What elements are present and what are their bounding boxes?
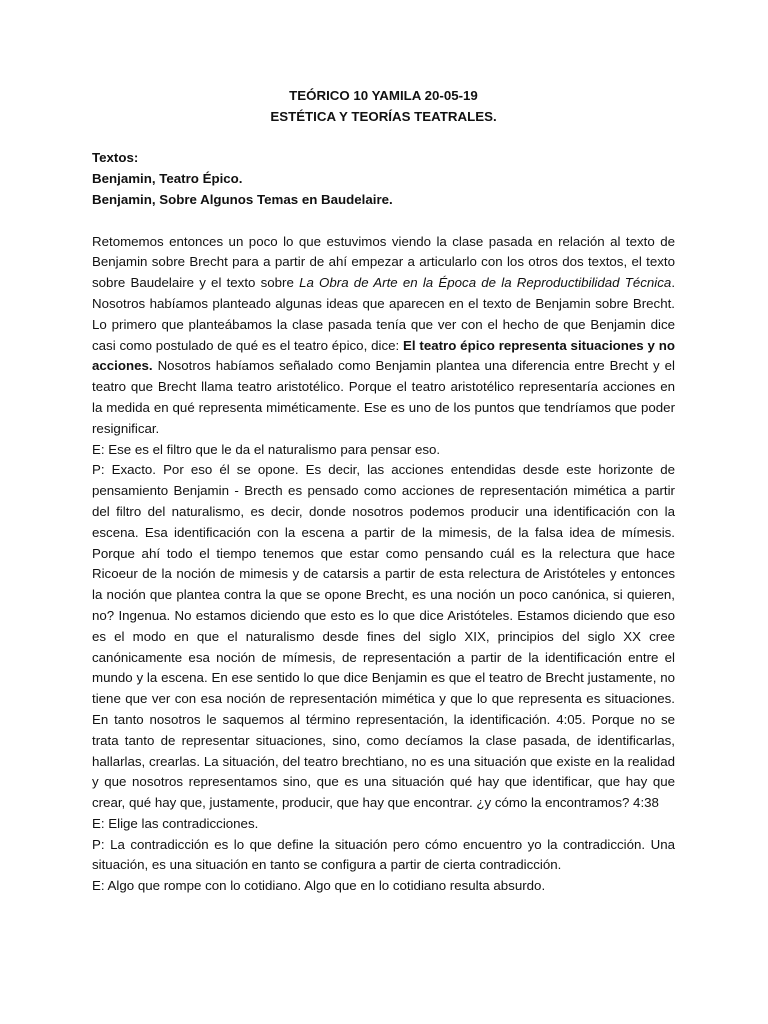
student-comment-2: E: Elige las contradicciones. (92, 815, 259, 831)
texts-section (92, 148, 675, 210)
epic-theatre-quote: El teatro épico representa situaciones y no acciones. (92, 337, 675, 374)
student-comment-1: E: Ese es el filtro que le da el naturalismo para pensar eso. (92, 441, 441, 457)
document-title-line-2: ESTÉTICA Y TEORÍAS TEATRALES. (270, 108, 497, 124)
professor-reply-2: P: La contradicción es lo que define la situación pero cómo encuentro yo la contradicción. Una situación, es una situación en tanto se configura a partir de cierta contradicción. (92, 836, 675, 873)
texts-item-baudelaire: Benjamin, Sobre Algunos Temas en Baudelaire. (92, 191, 393, 207)
professor-reply-1: P: Exacto. Por eso él se opone. Es decir, las acciones entendidas desde este horizonte de pensamiento Benjamin - Brecth es pensado como acciones de representación mimética a partir del filtro del naturalismo, es decir, donde nosotros podemos producir una identificación con la escena. Esa identificación con la escena a partir de la mimesis, de la falsa idea de mímesis. Porque ahí todo el tiempo tenemos que estar como pensando cuál es la relectura que hace Ricoeur de la noción de mimesis y de catarsis a partir de esta relectura de Aristóteles y entonces la noción que plantea contra la que se opone Brecht, es una noción un poco canónica, si quieren, no? Ingenua. No estamos diciendo que esto es lo que dice Aristóteles. Estamos diciendo que eso es el modo en que el naturalismo desde fines del siglo XIX, principios del siglo XX cree canónicamente esa noción de mímesis, de representación a partir de la identificación entre el mundo y la escena. En ese sentido lo que dice Benjamin es que el teatro de Brecht justamente, no tiene que ver con esa noción de representación mimética y que lo que representa es situaciones. En tanto nosotros le saquemos al término representación, la identificación. 4:05. Porque no se trata tanto de representar situaciones, sino, como decíamos la clase pasada, de identificarlas, hallarlas, crearlas. La situación, del teatro brechtiano, no es una situación que existe en la realidad y que nosotros representamos sino, que es una situación qué hay que identificar, que hay que crear, qué hay que, justamente, producir, que hay que encontrar. ¿y cómo la encontramos? 4:38 (92, 462, 675, 811)
texts-item-teatro-epico: Benjamin, Teatro Épico. (92, 171, 243, 187)
paragraph-intro-part-a: Retomemos entonces un poco lo que estuvimos viendo la clase pasada en relación al texto de Benjamin sobre Brecht para a partir de ahí empezar a articularlo con los otros dos textos, el texto sobre Baudelaire y el texto sobre (92, 233, 675, 291)
document-title-line-1: TEÓRICO 10 YAMILA 20-05-19 (289, 88, 478, 103)
document-body (92, 232, 675, 898)
texts-label: Textos: (92, 150, 139, 166)
paragraph-intro-part-b: . Nosotros habíamos planteado algunas ideas que aparecen en el texto de Benjamin sobre Brecht. Lo primero que planteábamos la clase pasada tenía que ver con el hecho de que Benjamin dice casi como postulado de qué es el teatro épico, dice: (92, 275, 676, 353)
paragraph-intro (92, 232, 675, 440)
paragraph-intro-part-c: Nosotros habíamos señalado como Benjamin plantea una diferencia entre Brecht y el teatro que Brecht llama teatro aristotélico. Porque el teatro aristotélico representaría acciones en la medida en qué representa miméticamente. Ese es uno de los puntos que tendríamos que poder resignificar. (92, 358, 675, 436)
student-comment-3: E: Algo que rompe con lo cotidiano. Algo que en lo cotidiano resulta absurdo. (92, 878, 546, 894)
book-title-italic: La Obra de Arte en la Época de la Reproductibilidad Técnica (299, 275, 672, 291)
